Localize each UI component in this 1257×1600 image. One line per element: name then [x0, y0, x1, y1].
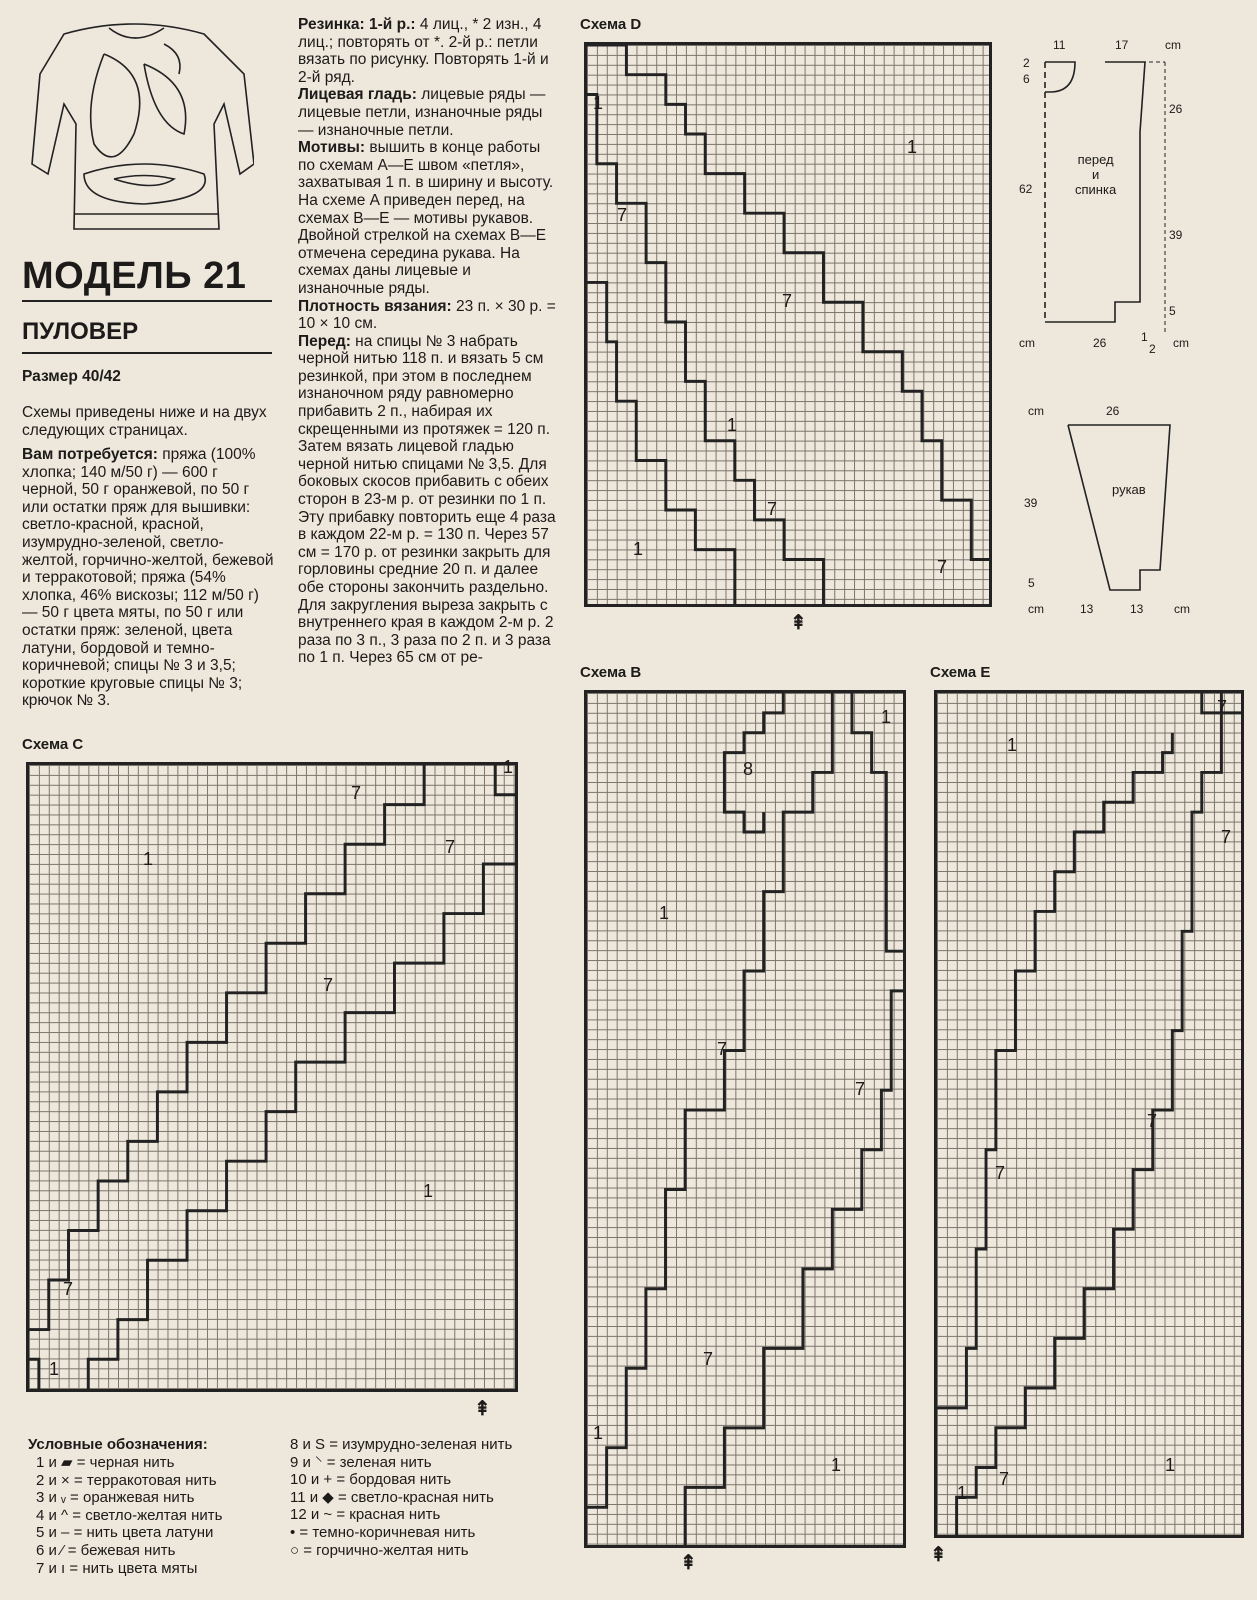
- schema-c-number: 1: [503, 757, 514, 777]
- sleeve-pattern-label: рукав: [1112, 482, 1146, 497]
- materials-body: пряжа (100% хлопка; 140 м/50 г) — 600 г черной, 50 г оранжевой, по 50 г или остатки пряж для вышивки: светло-красной, красной, изумрудно-зеленой, светло-желтой, горчично-желтой, бежевой и терракотовой; пряжа (54% хлопка, 46% вискозы; 112 м/50 г) — 50 г цвета мяты, по 50 г или остатки пряж: зеленой, цвета латуни, бордовой и темно-коричневой; спицы № 3 и 3,5; короткие круговые спицы № 3; крючок № 3.: [22, 446, 274, 710]
- dim-label: 62: [1019, 182, 1033, 196]
- dim-label: cm: [1028, 404, 1044, 418]
- legend-item: • = темно-коричневая нить: [290, 1523, 476, 1541]
- dim-label: cm: [1165, 38, 1181, 52]
- schema-b-number: 1: [831, 1455, 842, 1475]
- model-title: МОДЕЛЬ 21: [22, 255, 247, 297]
- schema-b-label: Схема B: [580, 664, 642, 681]
- dim-label: cm: [1174, 602, 1190, 616]
- legend-title: Условные обозначения:: [28, 1436, 208, 1453]
- schema-b-center-arrow: ⇞: [680, 1552, 697, 1574]
- dim-label: 2: [1023, 56, 1030, 70]
- paragraph-gauge: Плотность вязания: 23 п. × 30 р. = 10 × 10 см.: [298, 297, 556, 333]
- dim-label: 13: [1130, 602, 1144, 616]
- size-label: Размер 40/42: [22, 368, 121, 385]
- schema-d-number: 1: [727, 415, 738, 435]
- schema-b-number: 7: [717, 1039, 728, 1059]
- schema-c-number: 7: [445, 837, 456, 857]
- paragraph-motifs: Мотивы: вышить в конце работы по схемам A—E швом «петля», захватывая 1 п. в ширину и высоту. На схеме A приведен перед, на схемах B—E — мотивы рукавов. Двойной стрелкой на схемах B—E отмечена середина рукава. На схемах даны лицевые и изнаночные ряды.: [298, 139, 554, 297]
- legend-item: 11 и ◆ = светло-красная нить: [290, 1488, 494, 1506]
- dim-label: cm: [1173, 336, 1189, 350]
- schema-b-grid: [584, 690, 906, 1548]
- legend-item: 7 и ı = нить цвета мяты: [36, 1559, 198, 1577]
- schema-e-number: 7: [1217, 697, 1228, 717]
- legend-item: 4 и ^ = светло-желтая нить: [36, 1506, 223, 1524]
- schema-b-number: 7: [703, 1349, 714, 1369]
- schema-c-center-arrow: ⇞: [474, 1398, 491, 1420]
- schema-e-number: 7: [999, 1469, 1010, 1489]
- schema-e-number: 1: [957, 1483, 968, 1503]
- schema-e-grid: [934, 690, 1244, 1538]
- schema-d-number: 1: [633, 539, 644, 559]
- paragraph-stockinette: Лицевая гладь: лицевые ряды — лицевые петли, изнаночные ряды — изнаночные петли.: [298, 86, 546, 139]
- schema-e-center-arrow: ⇞: [930, 1544, 947, 1566]
- schema-e-number: 7: [1147, 1111, 1158, 1131]
- schema-d-number: 1: [907, 137, 918, 157]
- legend-item: 5 и – = нить цвета латуни: [36, 1524, 214, 1542]
- dim-label: 5: [1169, 304, 1176, 318]
- dim-label: 1: [1141, 330, 1148, 344]
- title-rule: [22, 300, 272, 302]
- dim-label: cm: [1028, 602, 1044, 616]
- legend-item: 9 и ⸌ = зеленая нить: [290, 1453, 432, 1471]
- schema-c-number: 7: [63, 1279, 74, 1299]
- instructions-column: [298, 16, 556, 716]
- dim-label: 6: [1023, 72, 1030, 86]
- materials-label: Вам потребуется:: [22, 446, 158, 463]
- schema-d-number: 7: [767, 499, 778, 519]
- schema-b-number: 1: [593, 1423, 604, 1443]
- dim-label: 26: [1169, 102, 1183, 116]
- schema-d-grid: [584, 42, 992, 607]
- schema-c-number: 1: [423, 1181, 434, 1201]
- schema-d-number: 1: [593, 93, 604, 113]
- schema-d-number: 7: [937, 557, 948, 577]
- dim-label: 26: [1106, 404, 1120, 418]
- body-pattern-diagram: [1015, 32, 1245, 356]
- schema-c-number: 7: [351, 783, 362, 803]
- paragraph-rib: Резинка: 1-й р.: 4 лиц., * 2 изн., 4 лиц.; повторять от *. 2-й р.: петли вязать по рисунку. Повторять 1-й и 2-й ряд.: [298, 16, 549, 86]
- materials-text: [22, 446, 274, 710]
- schema-b-number: 1: [659, 903, 670, 923]
- schema-c-label: Схема C: [22, 736, 84, 753]
- schema-d-number: 7: [617, 205, 628, 225]
- schema-e-number: 1: [1165, 1455, 1176, 1475]
- schema-c-grid: [26, 757, 518, 1392]
- legend-item: ○ = горчично-желтая нить: [290, 1541, 469, 1559]
- schema-c-number: 1: [143, 849, 154, 869]
- dim-label: 13: [1080, 602, 1094, 616]
- schema-c-number: 1: [49, 1359, 60, 1379]
- schema-d-number: 7: [782, 291, 793, 311]
- dim-label: 2: [1149, 342, 1156, 356]
- body-pattern-label: перед и спинка: [1075, 152, 1117, 197]
- paragraph-front: Перед: на спицы № 3 набрать черной нитью 118 п. и вязать 5 см резинкой, при этом в последнем изнаночном ряду равномерно прибавить 2 п., набирая их скрещенными из протяжек = 120 п. Затем вязать лицевой гладью черной нитью спицами № 3,5. Для боковых скосов прибавить с обеих сторон в 23-м р. от резинки по 1 п. Эту прибавку повторить еще 4 раза в каждом 22-м р. = 130 п. Через 57 см = 170 р. от резинки закрыть для горловины средние 20 п. и далее обе стороны закончить раздельно. Для закругления выреза закрыть с внутреннего края в каждом 2-м р. 2 раза по 3 п., 3 раза по 2 п. и 3 раза по 1 п. Через 65 см от ре-: [298, 332, 556, 667]
- schema-e-number: 7: [1221, 827, 1232, 847]
- schema-c-number: 7: [323, 975, 334, 995]
- dim-label: 26: [1093, 336, 1107, 350]
- legend-item: 12 и ~ = красная нить: [290, 1506, 441, 1524]
- schema-e-number: 1: [1007, 735, 1018, 755]
- dim-label: 39: [1024, 496, 1038, 510]
- schema-b-number: 1: [881, 707, 892, 727]
- dim-label: 17: [1115, 38, 1129, 52]
- legend-item: 2 и × = терракотовая нить: [36, 1471, 217, 1489]
- schema-b-number: 8: [743, 759, 754, 779]
- sweater-illustration: [14, 14, 254, 244]
- schema-e-number: 7: [995, 1163, 1006, 1183]
- schema-b-number: 7: [855, 1079, 866, 1099]
- dim-label: 5: [1028, 576, 1035, 590]
- legend: [28, 1436, 568, 1577]
- legend-item: 10 и + = бордовая нить: [290, 1471, 452, 1489]
- intro-text: Схемы приведены ниже и на двух следующих страницах.: [22, 404, 267, 439]
- garment-rule: [22, 352, 272, 354]
- garment-title: ПУЛОВЕР: [22, 318, 139, 345]
- schema-d-center-arrow: ⇞: [790, 612, 807, 634]
- schema-d-label: Схема D: [580, 16, 642, 33]
- legend-item: 3 и ᵥ = оранжевая нить: [36, 1489, 195, 1507]
- schema-e-label: Схема E: [930, 664, 991, 681]
- sleeve-pattern-diagram: [1024, 400, 1240, 620]
- dim-label: cm: [1019, 336, 1035, 350]
- legend-item: 6 и ⁄ = бежевая нить: [36, 1541, 176, 1559]
- dim-label: 11: [1053, 38, 1066, 52]
- dim-label: 39: [1169, 228, 1183, 242]
- legend-item: 8 и S = изумрудно-зеленая нить: [290, 1436, 513, 1453]
- legend-item: 1 и ▰ = черная нить: [36, 1454, 175, 1471]
